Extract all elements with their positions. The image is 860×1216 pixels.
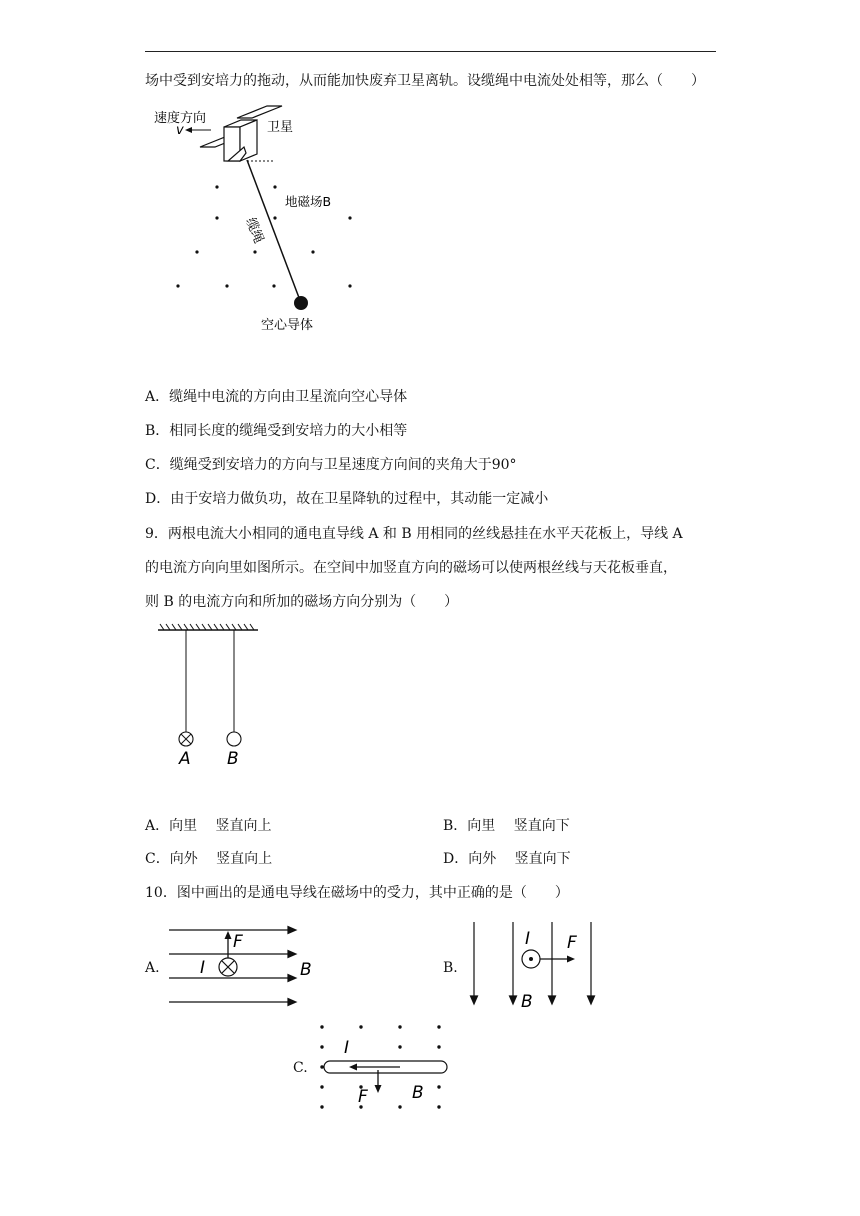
current-label-c: I [344, 1038, 350, 1058]
force-arrow-icon [567, 956, 575, 963]
wire-b-icon [227, 732, 241, 746]
current-into-page-icon [219, 958, 237, 976]
q9-stem-line2: 的电流方向向里如图所示。在空间中加竖直方向的磁场可以使两根丝线与天花板垂直， [145, 560, 677, 576]
cable-label: 缆绳 [242, 215, 266, 246]
wire-a-label: A [179, 749, 191, 769]
q9-option-a[interactable]: A．向里 竖直向上 [145, 818, 272, 834]
velocity-symbol: v [176, 123, 184, 138]
q9-option-b[interactable]: B．向里 竖直向下 [443, 818, 570, 834]
q9-stem-line3: 则 B 的电流方向和所加的磁场方向分别为（ ） [145, 594, 459, 610]
q10-figure-b [462, 918, 612, 1013]
q10-option-b-label[interactable]: B. [443, 960, 458, 976]
force-label-c: F [358, 1087, 368, 1107]
q8-option-a[interactable]: A．缆绳中电流的方向由卫星流向空心导体 [145, 389, 408, 405]
current-label-a: I [200, 958, 206, 978]
q10-stem: 10．图中画出的是通电导线在磁场中的受力，其中正确的是（ ） [145, 885, 569, 901]
field-label: 地磁场B [285, 194, 332, 209]
q9-stem-line1: 9．两根电流大小相同的通电直导线 A 和 B 用相同的丝线悬挂在水平天花板上，导线 A [145, 526, 683, 542]
current-label-b: I [525, 929, 531, 949]
field-label-b: B [521, 992, 533, 1012]
wire-a-into-page-icon [179, 732, 193, 746]
force-label-a: F [233, 932, 243, 952]
q9-option-c[interactable]: C．向外 竖直向上 [145, 851, 273, 867]
hollow-conductor [294, 296, 308, 310]
q10-option-a-label[interactable]: A. [145, 960, 160, 976]
current-out-of-page-icon [522, 950, 540, 968]
velocity-label: 速度方向 [154, 111, 207, 126]
force-arrow-icon [375, 1085, 382, 1093]
q10-option-c-label[interactable]: C. [293, 1060, 308, 1076]
wire-b-label: B [227, 749, 239, 769]
q10-figure-c [312, 1020, 457, 1115]
force-arrow-icon [225, 931, 232, 939]
header-rule [145, 51, 716, 52]
field-label-c: B [412, 1083, 424, 1103]
field-label-a: B [300, 960, 312, 980]
q10-figure-a [165, 918, 325, 1010]
solar-panel-top [237, 106, 282, 118]
q8-option-d[interactable]: D．由于安培力做负功，故在卫星降轨的过程中，其动能一定减小 [145, 491, 549, 507]
q8-satellite-figure [140, 100, 380, 340]
conductor-label: 空心导体 [261, 318, 314, 333]
q9-hanging-wires-figure [150, 620, 270, 770]
q8-stem-continuation: 场中受到安培力的拖动，从而能加快废弃卫星离轨。设缆绳中电流处处相等，那么（ ） [145, 73, 705, 89]
q8-option-c[interactable]: C．缆绳受到安培力的方向与卫星速度方向间的夹角大于90° [145, 457, 517, 473]
q9-option-d[interactable]: D．向外 竖直向下 [443, 851, 571, 867]
satellite-label: 卫星 [267, 120, 294, 135]
q8-option-b[interactable]: B．相同长度的缆绳受到安培力的大小相等 [145, 423, 408, 439]
velocity-arrow-icon [185, 127, 192, 133]
force-label-b: F [567, 933, 577, 953]
